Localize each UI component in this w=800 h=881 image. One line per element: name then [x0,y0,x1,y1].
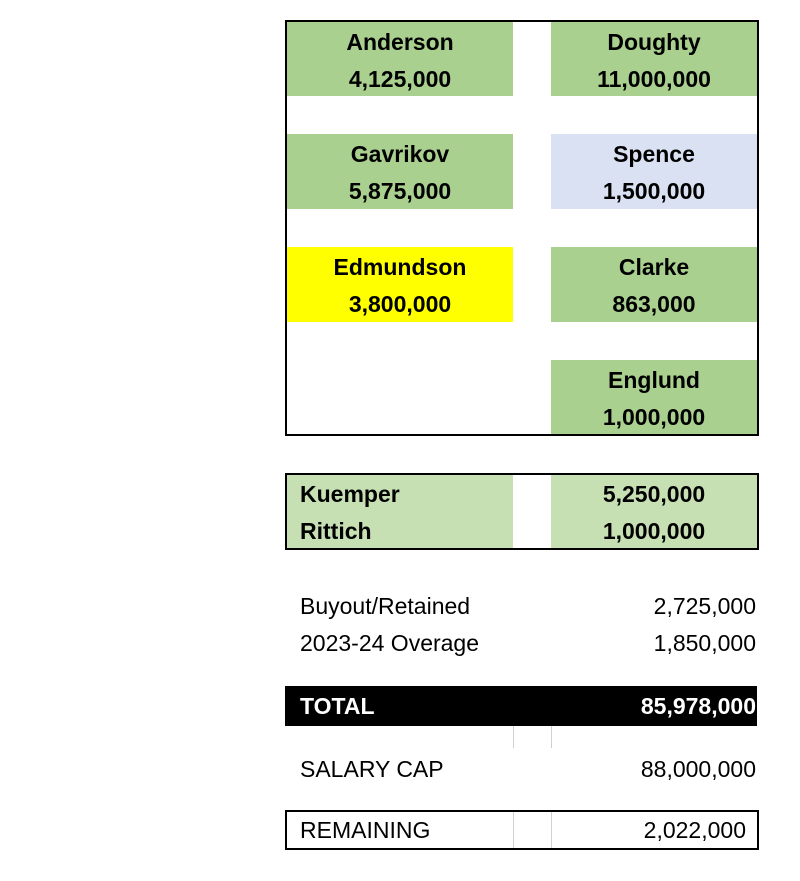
player-name: Doughty [607,29,701,55]
gridline [551,726,552,748]
player-name: Anderson [346,29,454,55]
salary-cap-value: 88,000,000 [640,756,756,782]
adjustment-label: Buyout/Retained [300,593,471,619]
player-name: Englund [608,367,700,393]
player-cell [551,247,757,322]
adjustment-value: 1,850,000 [653,630,756,656]
total-value: 85,978,000 [640,693,756,719]
player-cell [551,22,757,96]
player-name: Gavrikov [350,141,450,167]
goalie-name: Kuemper [300,481,400,507]
player-salary: 863,000 [612,291,696,317]
adjustment-label: 2023-24 Overage [300,630,480,656]
remaining-value: 2,022,000 [643,817,746,843]
player-cell [287,134,513,209]
player-salary: 4,125,000 [348,66,452,92]
goalie-salary: 1,000,000 [602,518,706,544]
adjustment-value: 2,725,000 [653,593,756,619]
player-cell [287,22,513,96]
gridline [513,726,514,748]
player-cell [551,360,757,434]
total-label: TOTAL [300,693,375,719]
player-name: Spence [613,141,695,167]
salary-cap-label: SALARY CAP [300,756,444,782]
goalie-salary: 5,250,000 [602,481,706,507]
player-salary: 5,875,000 [348,178,452,204]
goalie-name: Rittich [300,518,372,544]
player-salary: 1,000,000 [602,404,706,430]
player-name: Edmundson [333,254,467,280]
gridline [513,812,514,848]
player-salary: 3,800,000 [348,291,452,317]
player-salary: 11,000,000 [597,66,711,92]
player-name: Clarke [618,254,690,280]
remaining-label: REMAINING [300,817,431,843]
player-salary: 1,500,000 [602,178,706,204]
player-cell [551,134,757,209]
player-cell [287,247,513,322]
